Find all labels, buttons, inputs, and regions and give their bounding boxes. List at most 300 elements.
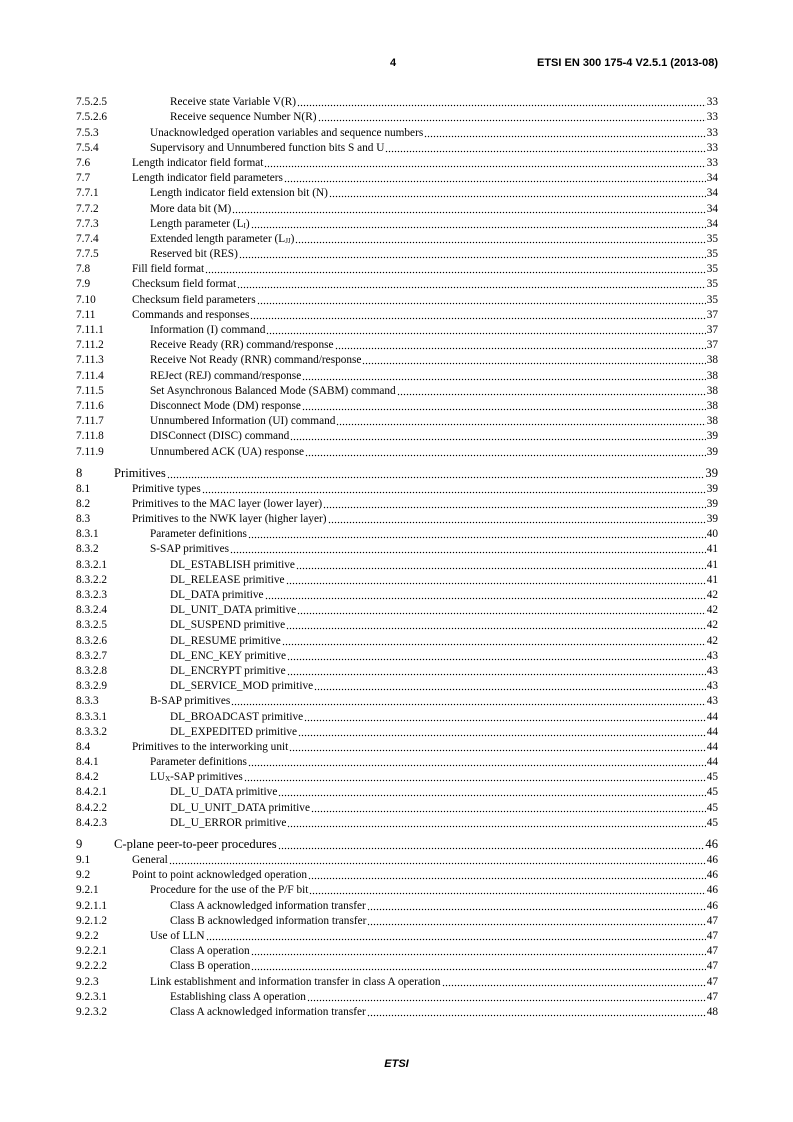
dot-leader [385,150,705,153]
toc-entry[interactable] [76,247,718,262]
toc-entry[interactable] [76,785,718,800]
toc-entry-title-text: Procedure for the use of the P/F bit [150,884,309,897]
toc-entry[interactable] [76,974,718,989]
toc-entry-number: 9 [76,836,83,851]
toc-entry[interactable] [76,232,718,247]
toc-entry-page: 39 [706,445,718,458]
toc-entry-title-text: Length indicator field format [132,156,264,169]
dot-leader [282,643,706,646]
toc-entry-number: 7.7.4 [76,232,99,245]
toc-entry-page: 43 [706,664,718,677]
toc-entry-title-text: More data bit (M) [150,202,232,215]
toc-entry[interactable] [76,217,718,232]
toc-entry-title-text: Receive Not Ready (RNR) command/response [150,354,362,367]
toc-entry-page: 35 [706,278,718,291]
toc-entry-title-text: Disconnect Mode (DM) response [150,399,301,412]
toc-entry[interactable] [76,110,718,125]
toc-entry-title-text: DL_SUSPEND primitive [170,619,286,632]
toc-entry-title-text: Set Asynchronous Balanced Mode (SABM) command [150,384,396,397]
toc-entry[interactable] [76,755,718,770]
toc-entry-title-text: Primitive types [132,482,201,495]
dot-leader [329,195,706,198]
toc-entry-number: 7.10 [76,293,96,306]
toc-entry-body [170,96,718,110]
toc-entry[interactable] [76,800,718,815]
toc-entry-body [170,111,718,125]
toc-entry-title-text: Information (I) command [150,324,266,336]
toc-entry-body [132,278,718,292]
toc-entry-number: 8.3.2.1 [76,558,108,571]
toc-entry-title-text: REJect (REJ) command/response [150,369,302,382]
dot-leader [250,317,705,320]
toc-entry-body [150,248,718,262]
dot-leader [287,673,706,676]
toc-entry-number: 7.7.1 [76,187,99,200]
toc-entry-title-text: DL_RESUME primitive [170,634,281,647]
toc-entry-title-text: Link establishment and information transfer in class A operation [150,975,441,988]
toc-entry-number: 8.3.2.9 [76,680,108,693]
toc-entry-body [150,446,718,460]
dot-leader [251,968,705,971]
toc-entry-title-subscript: JJ [285,236,291,245]
toc-entry-body [150,400,718,414]
document-id: ETSI EN 300 175-4 V2.5.1 (2013-08) [537,57,718,69]
dot-leader [309,892,705,895]
toc-entry-number: 8.4 [76,740,91,753]
toc-entry[interactable] [76,542,718,557]
toc-entry[interactable] [76,156,718,171]
toc-entry[interactable] [76,694,718,709]
toc-entry-title [132,513,327,526]
toc-entry[interactable] [76,664,718,679]
toc-entry-title [132,854,168,867]
toc-entry-title-text: C-plane peer-to-peer procedures [114,836,277,851]
toc-entry-number: 9.2.3.1 [76,990,108,1003]
toc-entry-title [114,837,277,852]
toc-entry[interactable] [76,944,718,959]
toc-entry[interactable] [76,323,718,338]
toc-entry-title [170,1006,366,1019]
toc-entry-number: 7.7 [76,172,91,185]
toc-entry-page: 39 [706,430,718,443]
toc-entry-title-text: B-SAP primitives [150,695,231,708]
toc-entry[interactable] [76,353,718,368]
dot-leader [248,536,706,539]
dot-leader [265,597,706,600]
toc-entry-title-text: Establishing class A operation [170,990,306,1003]
toc-entry-title-subscript: I [243,221,246,230]
toc-entry[interactable] [76,482,718,497]
toc-entry-page: 41 [706,573,718,586]
toc-entry-page: 47 [706,914,718,927]
toc-entry-body [150,187,718,201]
toc-entry[interactable] [76,990,718,1005]
dot-leader [232,211,705,214]
toc-entry-body [170,711,718,725]
toc-entry-body [170,604,718,618]
toc-entry-page: 47 [706,960,718,973]
toc-entry-title-text: Receive sequence Number N(R) [170,111,317,124]
toc-entry-page: 34 [706,172,718,185]
toc-entry[interactable] [76,770,718,785]
toc-entry[interactable] [76,1005,718,1020]
toc-entry-page: 34 [706,187,718,200]
toc-entry-body [132,869,718,883]
toc-entry-body [170,650,718,664]
toc-entry-page: 38 [706,384,718,397]
dot-leader [167,476,705,479]
toc-entry[interactable] [76,95,718,110]
toc-entry-title-text: DL_U_ERROR primitive [170,816,287,829]
toc-entry-page: 45 [706,771,718,784]
toc-entry-body [150,218,718,232]
toc-entry[interactable] [76,338,718,353]
toc-entry-title [150,218,250,231]
toc-entry[interactable] [76,125,718,140]
toc-entry-body [132,498,718,512]
toc-entry-body [114,466,718,482]
toc-entry[interactable] [76,649,718,664]
toc-entry-number: 7.8 [76,263,91,276]
dot-leader [266,332,705,335]
toc-entry-page: 37 [706,324,718,336]
toc-entry[interactable] [76,201,718,216]
toc-entry-title [150,385,396,398]
toc-entry[interactable] [76,914,718,929]
toc-entry-body [150,415,718,429]
toc-entry-number: 7.5.2.6 [76,111,108,124]
toc-entry-title [170,726,297,739]
toc-entry-page: 45 [706,786,718,799]
toc-entry-title [132,498,322,511]
toc-entry-title-text: Class A acknowledged information transfer [170,1005,366,1018]
toc-entry-number: 9.2.1.1 [76,899,108,912]
toc-entry-number: 7.11.7 [76,415,104,428]
toc-entry-page: 46 [706,869,718,882]
toc-entry[interactable] [76,527,718,542]
toc-entry-title [150,756,247,769]
toc-entry-title [150,354,361,367]
toc-entry-title [170,111,317,124]
dot-leader [314,688,706,691]
toc-entry-title-text: S-SAP primitives [150,543,229,556]
dot-leader [318,119,706,122]
toc-entry-page: 39 [705,465,718,480]
toc-entry-title-text: DL_SERVICE_MOD primitive [170,680,314,693]
toc-entry[interactable] [76,262,718,277]
toc-entry-body [170,991,718,1005]
toc-entry-title [132,172,283,185]
toc-entry-page: 35 [706,293,718,306]
toc-entry[interactable] [76,186,718,201]
toc-entry[interactable] [76,429,718,444]
toc-entry-number: 8.3.2.4 [76,604,108,617]
toc-entry-title [150,446,304,459]
toc-entry-title [150,370,301,383]
toc-entry-body [170,559,718,573]
toc-entry-body [132,172,718,186]
dot-leader [424,135,705,138]
toc-entry-body [150,930,718,944]
toc-entry-body [170,1006,718,1020]
toc-entry-title-text: DL_U_UNIT_DATA primitive [170,801,310,814]
toc-entry[interactable] [76,308,718,323]
toc-entry-page: 39 [706,497,718,510]
toc-entry[interactable] [76,141,718,156]
toc-entry-body [170,786,718,800]
dot-leader [295,241,705,244]
toc-entry[interactable] [76,883,718,898]
toc-entry-number: 7.11 [76,308,96,321]
toc-entry[interactable] [76,384,718,399]
toc-entry[interactable] [76,740,718,755]
toc-entry-title [132,741,288,754]
toc-entry-body [114,837,718,853]
dot-leader [287,658,706,661]
toc-entry-title-text: Commands and responses [132,308,250,321]
toc-entry-page: 48 [706,1005,718,1018]
toc-entry-title-text: General [132,854,168,866]
toc-entry-number: 8.4.1 [76,756,99,769]
toc-entry[interactable] [76,588,718,603]
toc-entry[interactable] [76,277,718,292]
toc-entry-title [150,127,423,140]
toc-entry-title [150,930,205,943]
dot-leader [367,923,705,926]
toc-entry[interactable] [76,465,718,482]
toc-entry-number: 8.3.2.8 [76,664,108,677]
toc-entry-title-text: DISConnect (DISC) command [150,430,290,443]
toc-entry-page: 44 [706,725,718,738]
toc-entry-title [170,817,286,830]
toc-entry-body [170,817,718,831]
dot-leader [323,506,706,509]
toc-entry-page: 40 [706,528,718,541]
toc-entry-title [170,960,250,973]
toc-entry-title [170,915,366,928]
toc-entry-body [150,884,718,898]
toc-entry-title-text: Checksum field parameters [132,293,256,306]
toc-entry-title [114,466,166,481]
dot-leader [278,847,705,850]
toc-entry-title [170,711,303,724]
toc-entry-page: 42 [706,589,718,601]
toc-entry-page: 42 [706,619,718,632]
toc-entry[interactable] [76,603,718,618]
toc-entry-title-text: DL_BROADCAST primitive [170,710,304,723]
dot-leader [362,362,705,365]
toc-entry-number: 9.2.1.2 [76,914,108,927]
toc-entry[interactable] [76,633,718,648]
toc-entry[interactable] [76,444,718,459]
toc-entry-number: 8.3.1 [76,528,99,541]
toc-entry-body [170,589,718,603]
dot-leader [205,271,706,274]
toc-entry-title [170,96,296,109]
dot-leader [367,1014,706,1017]
toc-entry[interactable] [76,836,718,853]
toc-entry[interactable] [76,853,718,868]
toc-entry-page: 43 [706,649,718,662]
toc-entry-title-text: Reserved bit (RES) [150,248,238,261]
toc-entry-body [132,854,718,868]
toc-entry-page: 47 [706,990,718,1003]
toc-entry-number: 7.11.6 [76,399,104,412]
toc-entry-title [150,695,230,708]
dot-leader [202,491,706,494]
dot-leader [304,719,706,722]
toc-entry[interactable] [76,497,718,512]
toc-entry-title-text: Receive state Variable V(R) [170,96,296,109]
toc-entry-title-text: Class A operation [170,945,250,958]
toc-entry-title-text: DL_ENCRYPT primitive [170,664,286,677]
toc-entry-number: 7.9 [76,278,91,291]
toc-entry-title-text: DL_UNIT_DATA primitive [170,604,297,617]
toc-entry-title-text: Extended length parameter (L [150,232,286,245]
toc-entry-number: 8.4.2.3 [76,816,108,829]
toc-entry-number: 7.6 [76,156,91,169]
toc-entry[interactable] [76,679,718,694]
toc-entry-title-text: DL_ENC_KEY primitive [170,649,286,662]
toc-entry-page: 47 [706,945,718,958]
toc-entry-body [132,483,718,497]
toc-entry-number: 8.4.2 [76,771,99,784]
toc-entry-page: 39 [706,513,718,526]
dot-leader [278,794,705,797]
toc-entry-page: 38 [706,399,718,412]
toc-entry-number: 7.7.5 [76,248,99,261]
toc-entry-title [150,884,308,897]
toc-entry-title-text: Fill field format [132,263,205,276]
toc-entry[interactable] [76,816,718,831]
toc-entry[interactable] [76,929,718,944]
toc-entry-number: 7.5.4 [76,141,99,154]
toc-entry-number: 8.3.2.6 [76,634,108,647]
toc-entry-title [170,680,313,693]
toc-entry-title-suffix: ) [290,232,295,245]
toc-entry-title-text: Unnumbered ACK (UA) response [150,445,305,458]
toc-entry-title-text: Primitives to the interworking unit [132,740,289,753]
toc-entry-body [150,543,718,557]
dot-leader [397,393,706,396]
toc-entry-body [150,354,718,368]
dot-leader [206,938,706,941]
toc-entry-body [150,756,718,770]
toc-entry-number: 9.2 [76,869,91,882]
toc-entry-body [132,263,718,277]
toc-entry[interactable] [76,618,718,633]
dot-leader [264,165,705,168]
toc-entry-title [150,203,231,216]
dot-leader [297,612,706,615]
toc-entry-title-text: Unnumbered Information (UI) command [150,415,336,428]
toc-entry-page: 41 [706,558,718,571]
toc-entry-title [150,976,441,989]
toc-entry-number: 7.5.2.5 [76,96,108,109]
dot-leader [336,423,705,426]
toc-entry-body [132,294,718,308]
toc-entry-number: 8.3.3 [76,695,99,708]
toc-entry-number: 9.1 [76,854,91,866]
toc-entry-title-text: DL_ESTABLISH primitive [170,558,295,571]
toc-entry-title [170,650,286,663]
toc-entry-body [132,309,718,323]
toc-entry[interactable] [76,725,718,740]
toc-entry-body [150,142,718,156]
toc-entry-number: 7.11.4 [76,369,104,382]
toc-entry[interactable] [76,868,718,883]
dot-leader [244,779,706,782]
toc-entry-title [150,543,229,556]
dot-leader [257,302,706,305]
toc-entry[interactable] [76,414,718,429]
toc-entry[interactable] [76,512,718,527]
toc-entry-title [150,248,238,261]
toc-entry-body [150,430,718,444]
toc-entry-title [150,187,328,200]
toc-entry-title-text: Class B operation [170,960,251,973]
toc-entry-page: 47 [706,929,718,942]
toc-entry-title [170,991,306,1004]
dot-leader [230,551,706,554]
toc-entry-body [170,574,718,588]
toc-entry[interactable] [76,292,718,307]
toc-entry-page: 33 [706,111,718,124]
toc-entry-page: 35 [706,248,718,261]
toc-entry-number: 9.2.2.2 [76,960,108,973]
toc-entry[interactable] [76,557,718,572]
toc-entry-title-text: Length indicator field extension bit (N) [150,187,328,200]
toc-entry-page: 34 [706,217,718,230]
dot-leader [367,908,706,911]
toc-entry-number: 8.1 [76,482,91,495]
toc-entry-number: 8.3.2.3 [76,589,108,601]
toc-entry-body [150,127,718,141]
dot-leader [311,810,706,813]
toc-entry-page: 38 [706,354,718,367]
toc-entry-title [170,665,286,678]
toc-entry-title-subscript: X [165,775,171,784]
toc-entry-title [170,900,366,913]
toc-entry-title-text: Unacknowledged operation variables and sequence numbers [150,126,424,139]
toc-entry-number: 7.11.1 [76,324,104,336]
toc-entry-title-text: Class A acknowledged information transfer [170,899,366,912]
toc-entry[interactable] [76,368,718,383]
toc-entry-title [132,869,307,882]
toc-entry-title-text: Primitives to the NWK layer (higher layer) [132,513,327,526]
toc-entry-title-text: DL_U_DATA primitive [170,786,278,799]
toc-entry-number: 7.11.9 [76,445,104,458]
toc-entry-title [150,400,301,413]
toc-entry[interactable] [76,573,718,588]
toc-entry-page: 43 [706,695,718,708]
toc-entry[interactable] [76,399,718,414]
toc-entry-page: 33 [706,126,718,139]
toc-entry-page: 46 [706,854,718,866]
dot-leader [298,734,706,737]
toc-entry[interactable] [76,709,718,724]
toc-entry-title-text: Point to point acknowledged operation [132,869,308,882]
toc-entry[interactable] [76,171,718,186]
toc-entry[interactable] [76,898,718,913]
toc-entry-page: 35 [706,232,718,245]
toc-entry-body [170,900,718,914]
dot-leader [248,764,706,767]
toc-entry-number: 7.7.2 [76,202,99,215]
toc-entry-title [150,415,335,428]
toc-entry-body [170,960,718,974]
toc-entry[interactable] [76,959,718,974]
